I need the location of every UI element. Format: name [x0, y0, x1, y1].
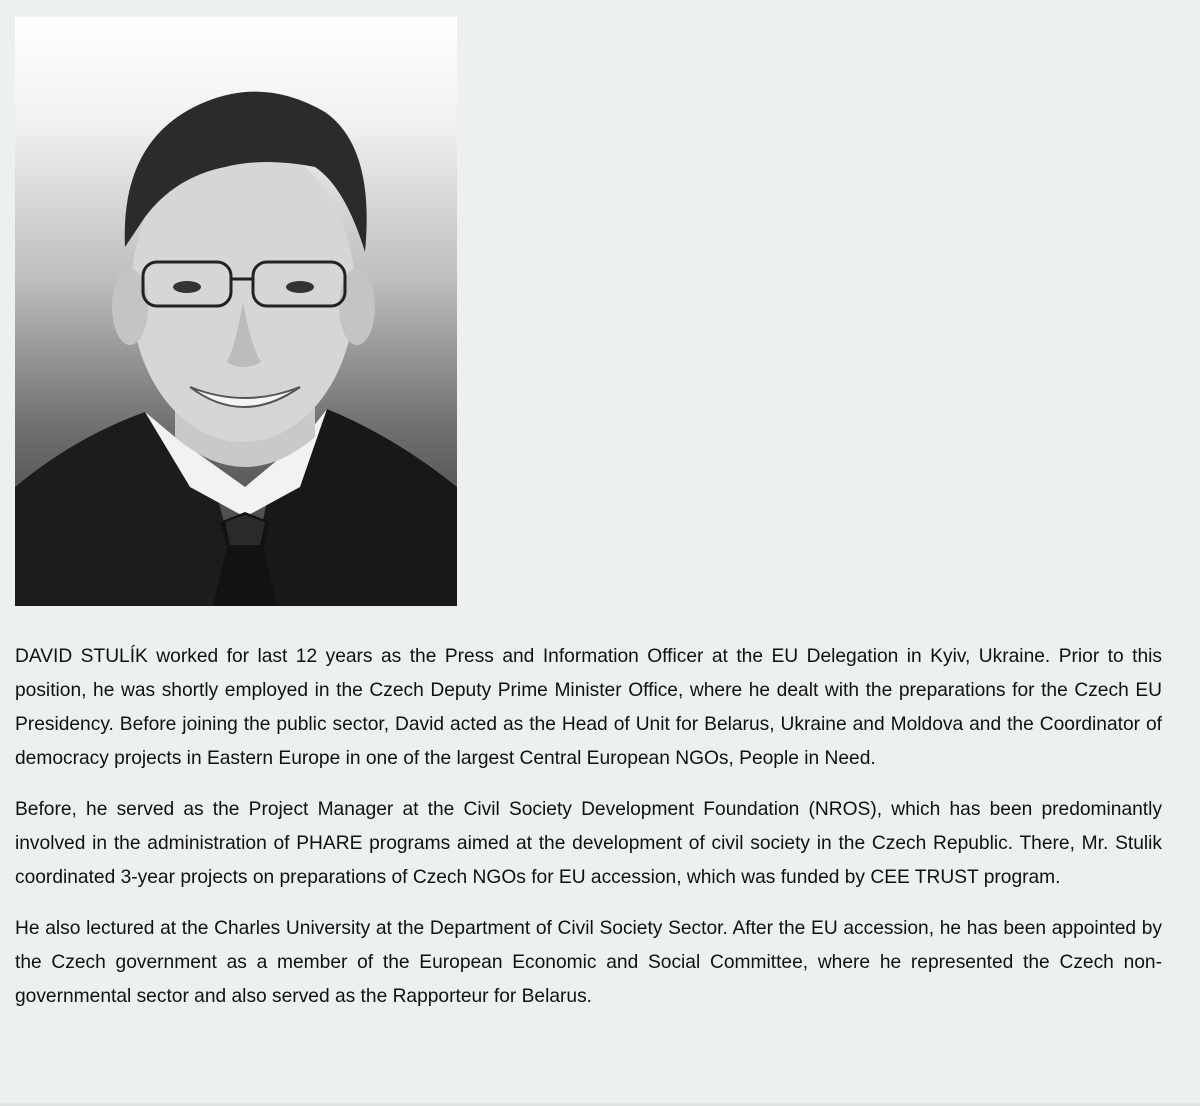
page-bottom-edge [0, 1102, 1200, 1106]
profile-photo [15, 17, 457, 606]
bio-paragraph: Before, he served as the Project Manager at the Civil Society Development Foundation (NROS), which has been predominantly involved in the administration of PHARE programs aimed at the development of civil society in the Czech Republic. There, Mr. Stulik coordinated 3-year projects on preparations of Czech NGOs for EU accession, which was funded by CEE TRUST program. [15, 799, 1162, 888]
bio-paragraph: He also lectured at the Charles University at the Department of Civil Society Sector. After the EU accession, he has been appointed by the Czech government as a member of the European Economic and Social Committee, where he represented the Czech non-governmental sector and also served as the Rapporteur for Belarus. [15, 918, 1162, 1007]
portrait-illustration [15, 17, 457, 606]
biography [15, 640, 1162, 1014]
bio-paragraph: DAVID STULÍK worked for last 12 years as the Press and Information Officer at the EU Delegation in Kyiv, Ukraine. Prior to this position, he was shortly employed in the Czech Deputy Prime Minister Office, where he dealt with the preparations for the Czech EU Presidency. Before joining the public sector, David acted as the Head of Unit for Belarus, Ukraine and Moldova and the Coordinator of democracy projects in Eastern Europe in one of the largest Central European NGOs, People in Need. [15, 646, 1162, 769]
